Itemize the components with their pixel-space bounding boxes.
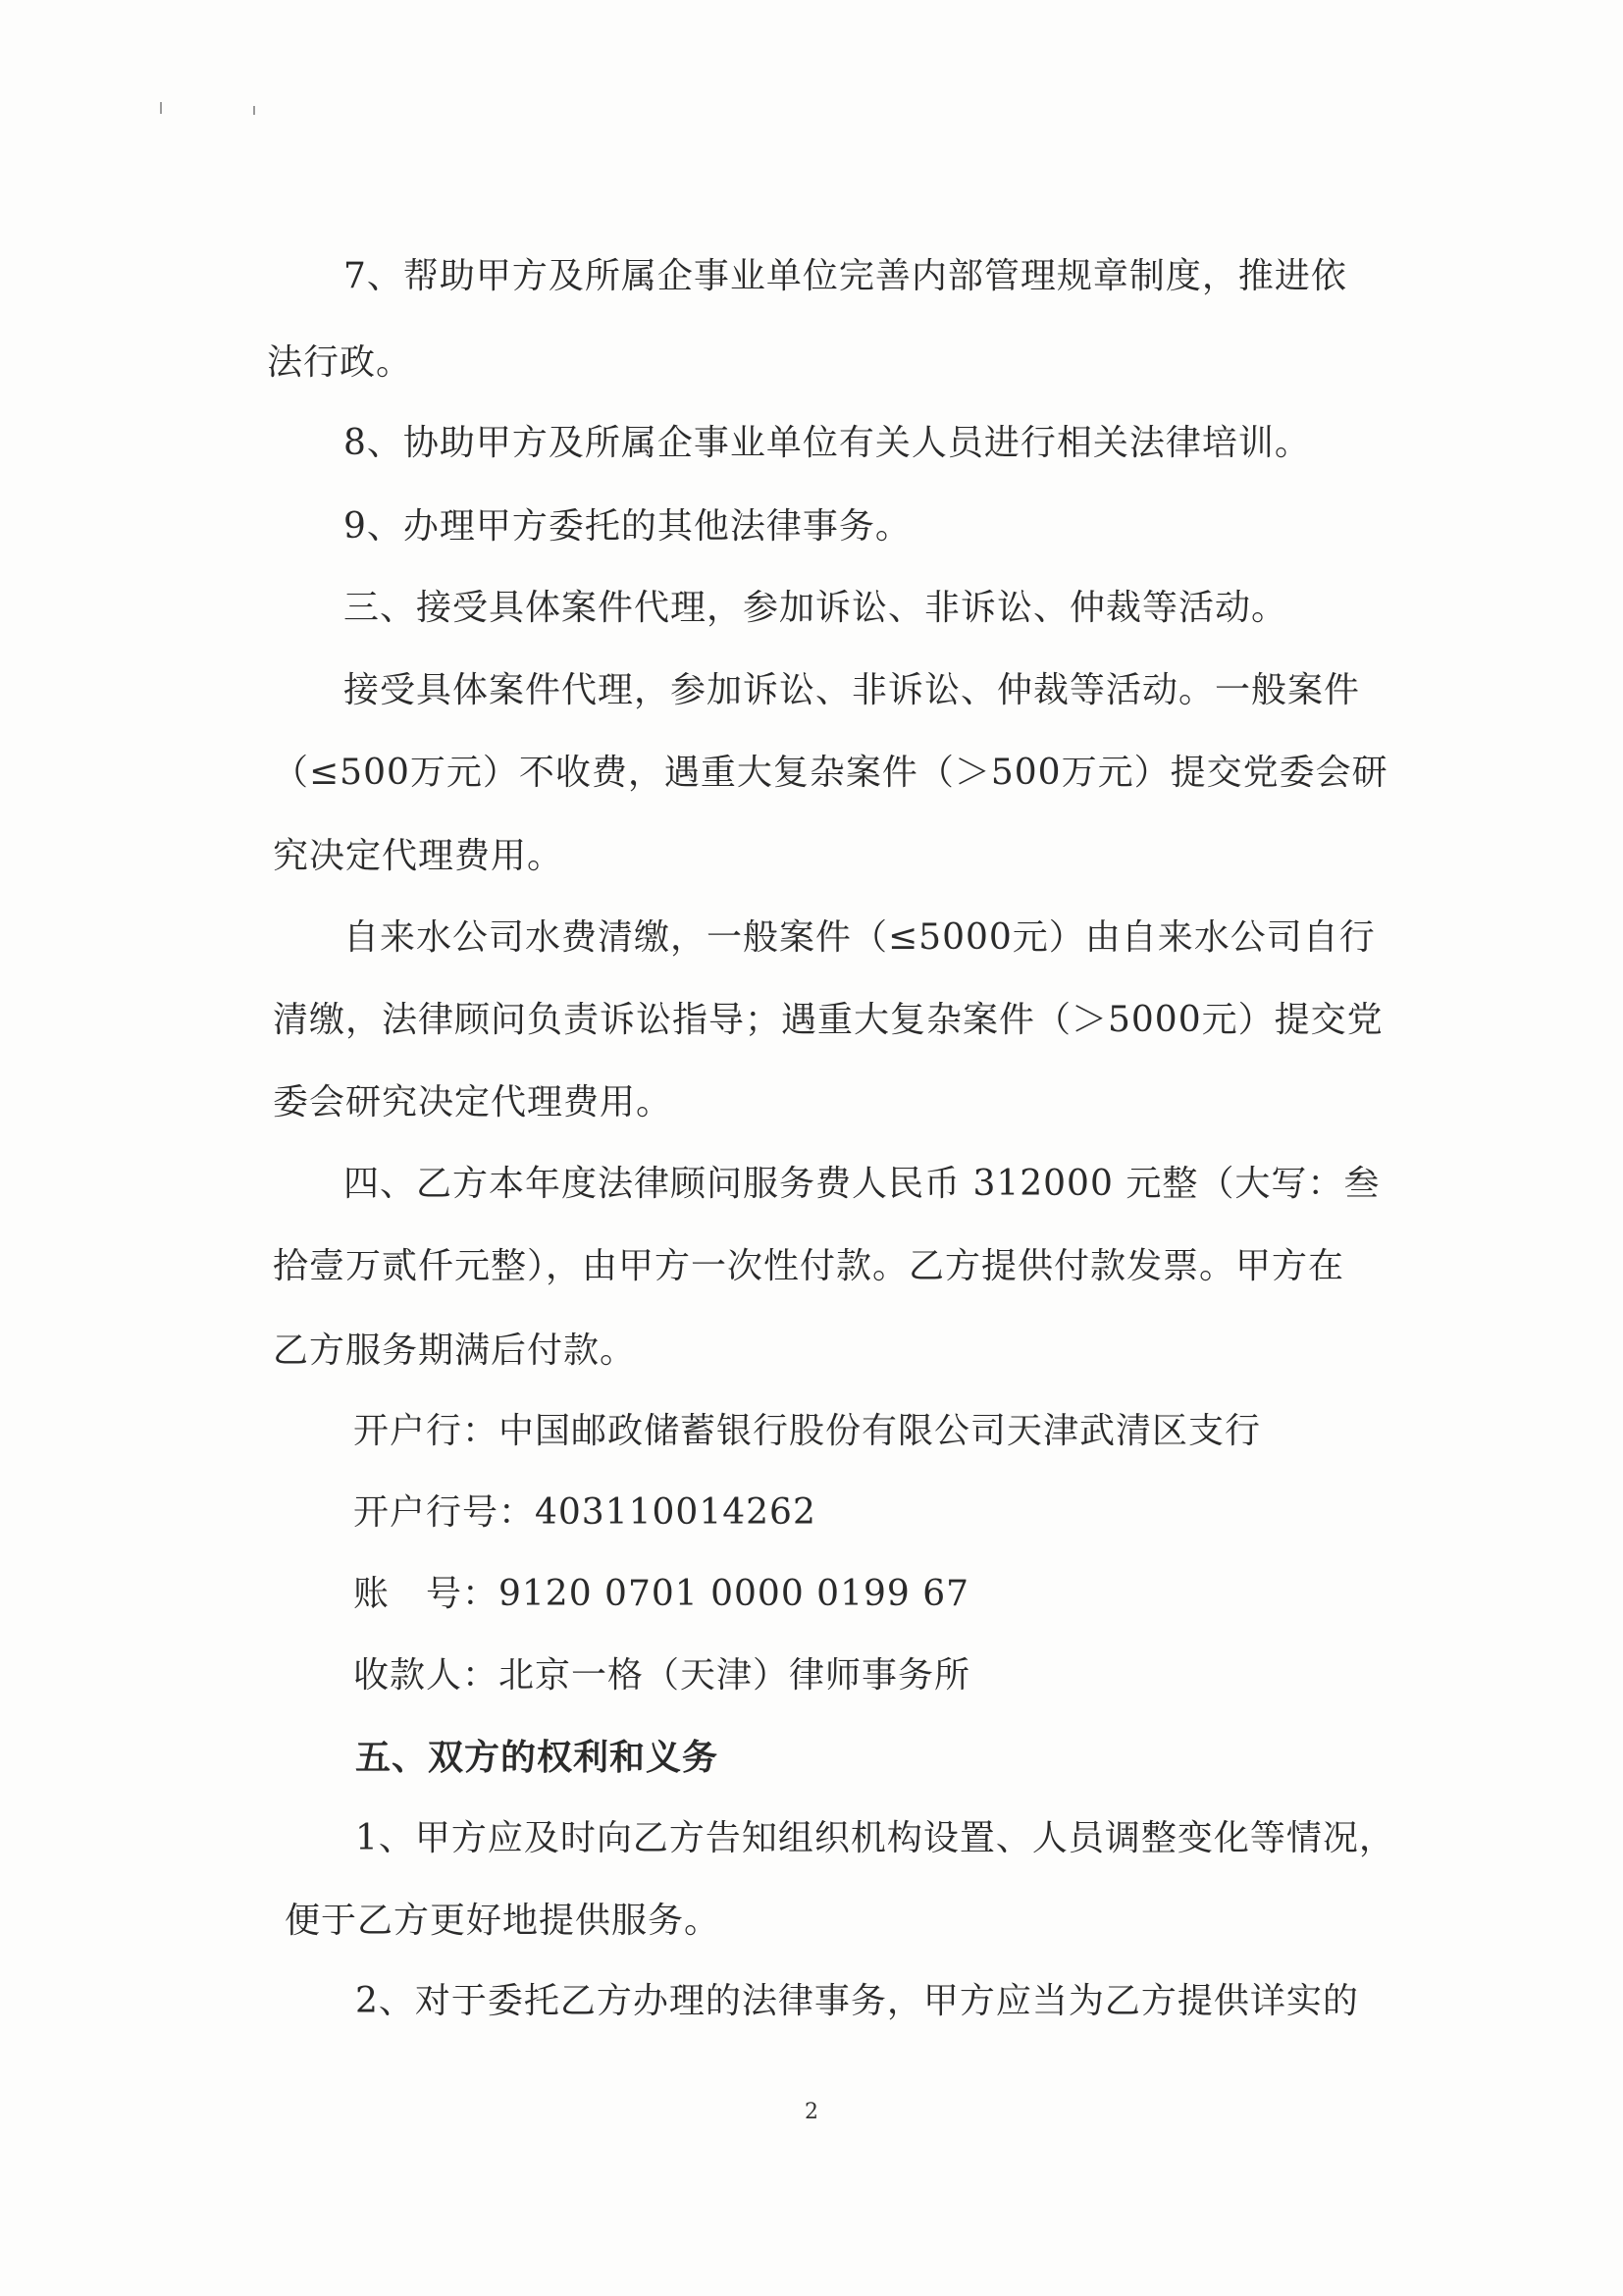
- text-line: 究决定代理费用。: [273, 836, 564, 876]
- section-heading: 三、接受具体案件代理，参加诉讼、非诉讼、仲裁等活动。: [343, 588, 1288, 628]
- text-line: 自来水公司水费清缴，一般案件（≤5000元）由自来水公司自行: [343, 917, 1376, 958]
- text-line: 乙方服务期满后付款。: [273, 1331, 637, 1371]
- bank-code: 开户行号：403110014262: [353, 1492, 816, 1533]
- text-line: 清缴，法律顾问负责诉讼指导；遇重大复杂案件（＞5000元）提交党: [273, 1000, 1384, 1040]
- text-line: 接受具体案件代理，参加诉讼、非诉讼、仲裁等活动。一般案件: [343, 670, 1361, 710]
- text-line: 8、协助甲方及所属企事业单位有关人员进行相关法律培训。: [343, 423, 1311, 463]
- section-heading: 四、乙方本年度法律顾问服务费人民币 312000 元整（大写：叁: [343, 1164, 1381, 1204]
- text-line: 拾壹万贰仟元整），由甲方一次性付款。乙方提供付款发票。甲方在: [273, 1246, 1345, 1286]
- text-line: 法行政。: [267, 342, 413, 383]
- payee: 收款人：北京一格（天津）律师事务所: [353, 1655, 971, 1696]
- scan-mark: [253, 106, 255, 115]
- text-line: 9、办理甲方委托的其他法律事务。: [343, 506, 912, 547]
- scan-mark: [160, 102, 162, 114]
- text-line: 1、甲方应及时向乙方告知组织机构设置、人员调整变化等情况，: [355, 1818, 1395, 1858]
- text-line: 2、对于委托乙方办理的法律事务，甲方应当为乙方提供详实的: [355, 1981, 1359, 2021]
- text-line: 委会研究决定代理费用。: [273, 1082, 673, 1122]
- bank-name: 开户行：中国邮政储蓄银行股份有限公司天津武清区支行: [353, 1411, 1262, 1451]
- account-number: 账 号：9120 0701 0000 0199 67: [353, 1574, 970, 1614]
- text-line: 便于乙方更好地提供服务。: [285, 1901, 721, 1941]
- page-number: 2: [805, 2100, 818, 2124]
- section-heading: 五、双方的权利和义务: [355, 1737, 719, 1778]
- text-line: 7、帮助甲方及所属企事业单位完善内部管理规章制度，推进依: [343, 256, 1347, 296]
- text-line: （≤500万元）不收费，遇重大复杂案件（＞500万元）提交党委会研: [273, 753, 1388, 793]
